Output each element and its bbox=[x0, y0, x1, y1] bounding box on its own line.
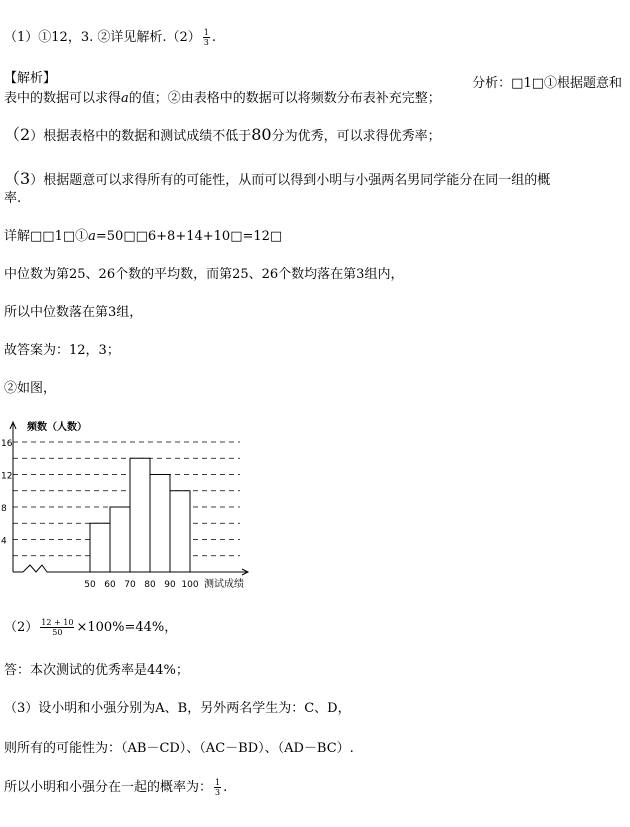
x-tick-label: 80 bbox=[144, 580, 156, 590]
x-tick-label: 70 bbox=[124, 580, 136, 590]
conclusion-text: 所以小明和小强分在一起的概率为： bbox=[4, 780, 213, 795]
answer-fraction bbox=[203, 28, 210, 47]
q2-fraction bbox=[40, 618, 74, 637]
detail-text: 详解□□1□① bbox=[4, 229, 89, 244]
fraction-numerator: 1 bbox=[203, 28, 209, 37]
answer-end: . bbox=[211, 30, 216, 45]
x-axis-title: 测试成绩 bbox=[204, 579, 244, 590]
fraction-denominator: 50 bbox=[52, 628, 63, 637]
fraction-denominator: 3 bbox=[203, 38, 209, 47]
fraction-numerator: 12 + 10 bbox=[41, 618, 74, 627]
point-number: （2 bbox=[4, 125, 31, 144]
q3-conclusion bbox=[4, 778, 227, 797]
conclusion-end: . bbox=[223, 780, 228, 795]
y-tick-label: 16 bbox=[1, 439, 13, 449]
median-line: 中位数为第25、26个数的平均数，而第25、26个数均落在第3组内， bbox=[4, 267, 404, 282]
q2-line bbox=[4, 618, 177, 637]
variable-a: a bbox=[121, 91, 129, 106]
analysis-heading: 【解析】 bbox=[4, 71, 57, 86]
variable-a: a bbox=[88, 229, 96, 244]
answer-summary: 故答案为：12，3； bbox=[4, 343, 120, 358]
point-text: ）根据表格中的数据和测试成绩不低于 bbox=[30, 129, 252, 144]
answer-line bbox=[4, 28, 216, 47]
analysis-text: 表中的数据可以求得 bbox=[4, 91, 122, 106]
point-number: （3 bbox=[4, 169, 31, 188]
axis-break-zigzag bbox=[23, 565, 47, 572]
q2-answer: 答：本次测试的优秀率是44%； bbox=[4, 663, 189, 678]
y-tick-label: 12 bbox=[1, 471, 13, 482]
fraction-denominator: 3 bbox=[215, 788, 221, 797]
point-text: ）根据题意可以求得所有的可能性，从而可以得到小明与小强两名男同学能分在同一组的概 bbox=[30, 173, 551, 188]
q3-possibilities: 则所有的可能性为：（AB－CD）、（AC－BD）、（AD－BC）. bbox=[4, 741, 354, 756]
point-tail: 分为优秀，可以求得优秀率； bbox=[271, 129, 441, 144]
analysis-point-3-cont: 率. bbox=[4, 191, 22, 206]
q2-result: ×100%=44%， bbox=[76, 620, 178, 635]
y-axis-title: 频数（人数） bbox=[27, 422, 87, 433]
x-tick-label: 100 bbox=[181, 580, 199, 590]
answer-text: （1）①12，3. ②详见解析.（2） bbox=[4, 30, 201, 45]
solution-detail bbox=[4, 228, 282, 246]
analysis-point-2 bbox=[4, 126, 441, 146]
q2-prefix: （2） bbox=[4, 620, 39, 635]
histogram-bar bbox=[130, 458, 150, 572]
figure-caption: ②如图， bbox=[4, 381, 57, 396]
q3-fraction bbox=[214, 778, 221, 797]
q3-setup: （3）设小明和小强分别为A、B，另外两名学生为：C、D， bbox=[4, 701, 351, 716]
analysis-text-cont: 的值；②由表格中的数据可以将频数分布表补充完整； bbox=[128, 91, 441, 106]
histogram-bar bbox=[90, 523, 110, 572]
x-tick-label: 60 bbox=[104, 580, 116, 590]
threshold-value: 80 bbox=[251, 125, 272, 144]
histogram-bar bbox=[170, 491, 190, 572]
detail-equation: =50□□6+8+14+10□=12□ bbox=[95, 229, 283, 244]
analysis-line-2 bbox=[4, 90, 441, 108]
y-tick-label: 4 bbox=[1, 536, 7, 547]
median-line-2: 所以中位数落在第3组， bbox=[4, 305, 143, 320]
x-tick-label: 90 bbox=[164, 580, 176, 590]
analysis-point-3 bbox=[4, 170, 550, 190]
fraction-numerator: 1 bbox=[215, 778, 221, 787]
y-tick-label: 8 bbox=[1, 504, 7, 514]
frequency-histogram bbox=[0, 412, 300, 597]
analysis-summary: 分析：□1□①根据题意和 bbox=[472, 76, 622, 91]
x-tick-label: 50 bbox=[84, 580, 96, 590]
histogram-bar bbox=[150, 475, 170, 573]
histogram-bar bbox=[110, 507, 130, 572]
